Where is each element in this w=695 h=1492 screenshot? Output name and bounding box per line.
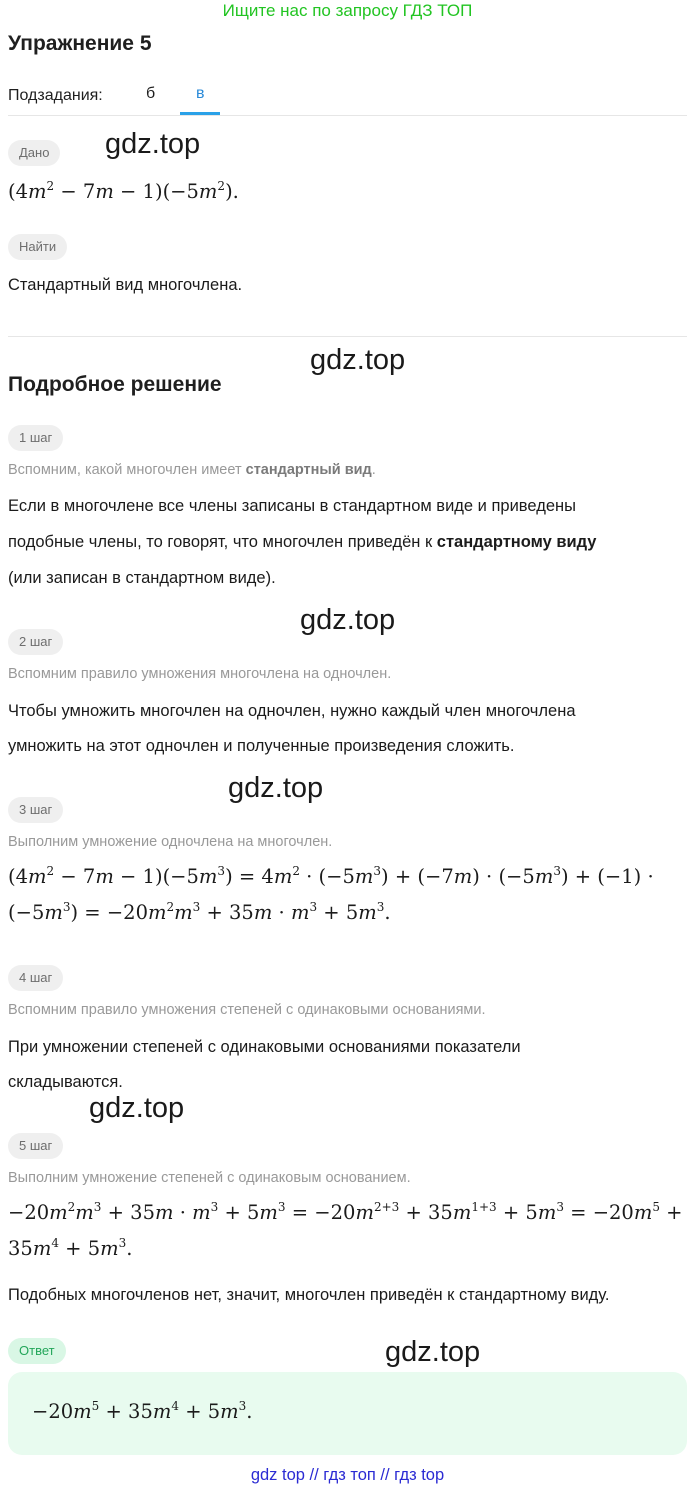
- promo-banner: Ищите нас по запросу ГДЗ ТОП: [222, 1, 473, 20]
- step-2-badge: 2 шаг: [8, 629, 63, 655]
- section-divider: [8, 336, 687, 337]
- step-1-line-3: (или записан в стандартном виде).: [8, 569, 276, 587]
- subtasks-label: Подзадания:: [8, 87, 103, 104]
- step-2-line-2: умножить на этот одночлен и полученные произведения сложить.: [8, 737, 515, 755]
- watermark: gdz.top: [300, 604, 396, 636]
- answer-expression: $-20m^5 + 35m^4 + 5m^3$.: [32, 1399, 253, 1423]
- step-5-badge: 5 шаг: [8, 1133, 63, 1159]
- given-badge: Дано: [8, 140, 60, 166]
- step-4-line-1: При умножении степеней с одинаковыми основаниями показатели: [8, 1038, 521, 1056]
- step-3-badge: 3 шаг: [8, 797, 63, 823]
- step-2-hint: Вспомним правило умножения многочлена на одночлен.: [8, 666, 392, 682]
- find-badge: Найти: [8, 234, 67, 260]
- step-2-line-1: Чтобы умножить многочлен на одночлен, нужно каждый член многочлена: [8, 702, 576, 720]
- footer-links[interactable]: gdz top // гдз топ // гдз top: [250, 1466, 445, 1484]
- find-text: Стандартный вид многочлена.: [8, 276, 243, 294]
- step-5-hint: Выполним умножение степеней с одинаковым основанием.: [8, 1170, 411, 1186]
- step-3-math-line-1: $(4m^2 - 7m - 1)(-5m^3) = 4m^2 \cdot (-5m^3) + (-7m) \cdot (-5m^3) + (-1)$ ·: [8, 864, 654, 888]
- step-1-hint: Вспомним, какой многочлен имеет стандартный вид.: [8, 462, 376, 478]
- step-1-badge: 1 шаг: [8, 425, 63, 451]
- step-4-hint: Вспомним правило умножения степеней с одинаковыми основаниями.: [8, 1002, 486, 1018]
- tab-subtask-b[interactable]: б: [146, 85, 156, 102]
- page-title: Упражнение 5: [8, 32, 152, 55]
- step-3-math-line-2: $(-5m^3) = -20m^2m^3 + 35m \cdot m^3 + 5m^3$.: [8, 900, 391, 924]
- answer-badge: Ответ: [8, 1338, 66, 1364]
- step-1-line-2: подобные члены, то говорят, что многочлен приведён к стандартному виду: [8, 533, 597, 551]
- given-expression: $(4m^2 - 7m - 1)(-5m^2)$.: [8, 179, 239, 203]
- watermark: gdz.top: [310, 344, 406, 376]
- watermark: gdz.top: [105, 128, 201, 160]
- step-5-math-line-1: $-20m^2m^3 + 35m \cdot m^3 + 5m^3 = -20m^{2+3} + 35m^{1+3} + 5m^3 = -20m^5$ +: [8, 1200, 683, 1224]
- step-5-math-line-2: $35m^4 + 5m^3$.: [8, 1236, 133, 1260]
- watermark: gdz.top: [228, 772, 324, 804]
- step-4-badge: 4 шаг: [8, 965, 63, 991]
- step-5-conclusion: Подобных многочленов нет, значит, многочлен приведён к стандартному виду.: [8, 1286, 610, 1304]
- step-1-line-1: Если в многочлене все члены записаны в стандартном виде и приведены: [8, 497, 576, 515]
- tab-subtask-v[interactable]: в: [196, 85, 205, 102]
- watermark: gdz.top: [89, 1092, 185, 1124]
- step-3-hint: Выполним умножение одночлена на многочлен.: [8, 834, 333, 850]
- tabs-divider: [8, 115, 687, 116]
- watermark: gdz.top: [385, 1336, 481, 1368]
- step-4-line-2: складываются.: [8, 1073, 123, 1091]
- solution-title: Подробное решение: [8, 373, 222, 396]
